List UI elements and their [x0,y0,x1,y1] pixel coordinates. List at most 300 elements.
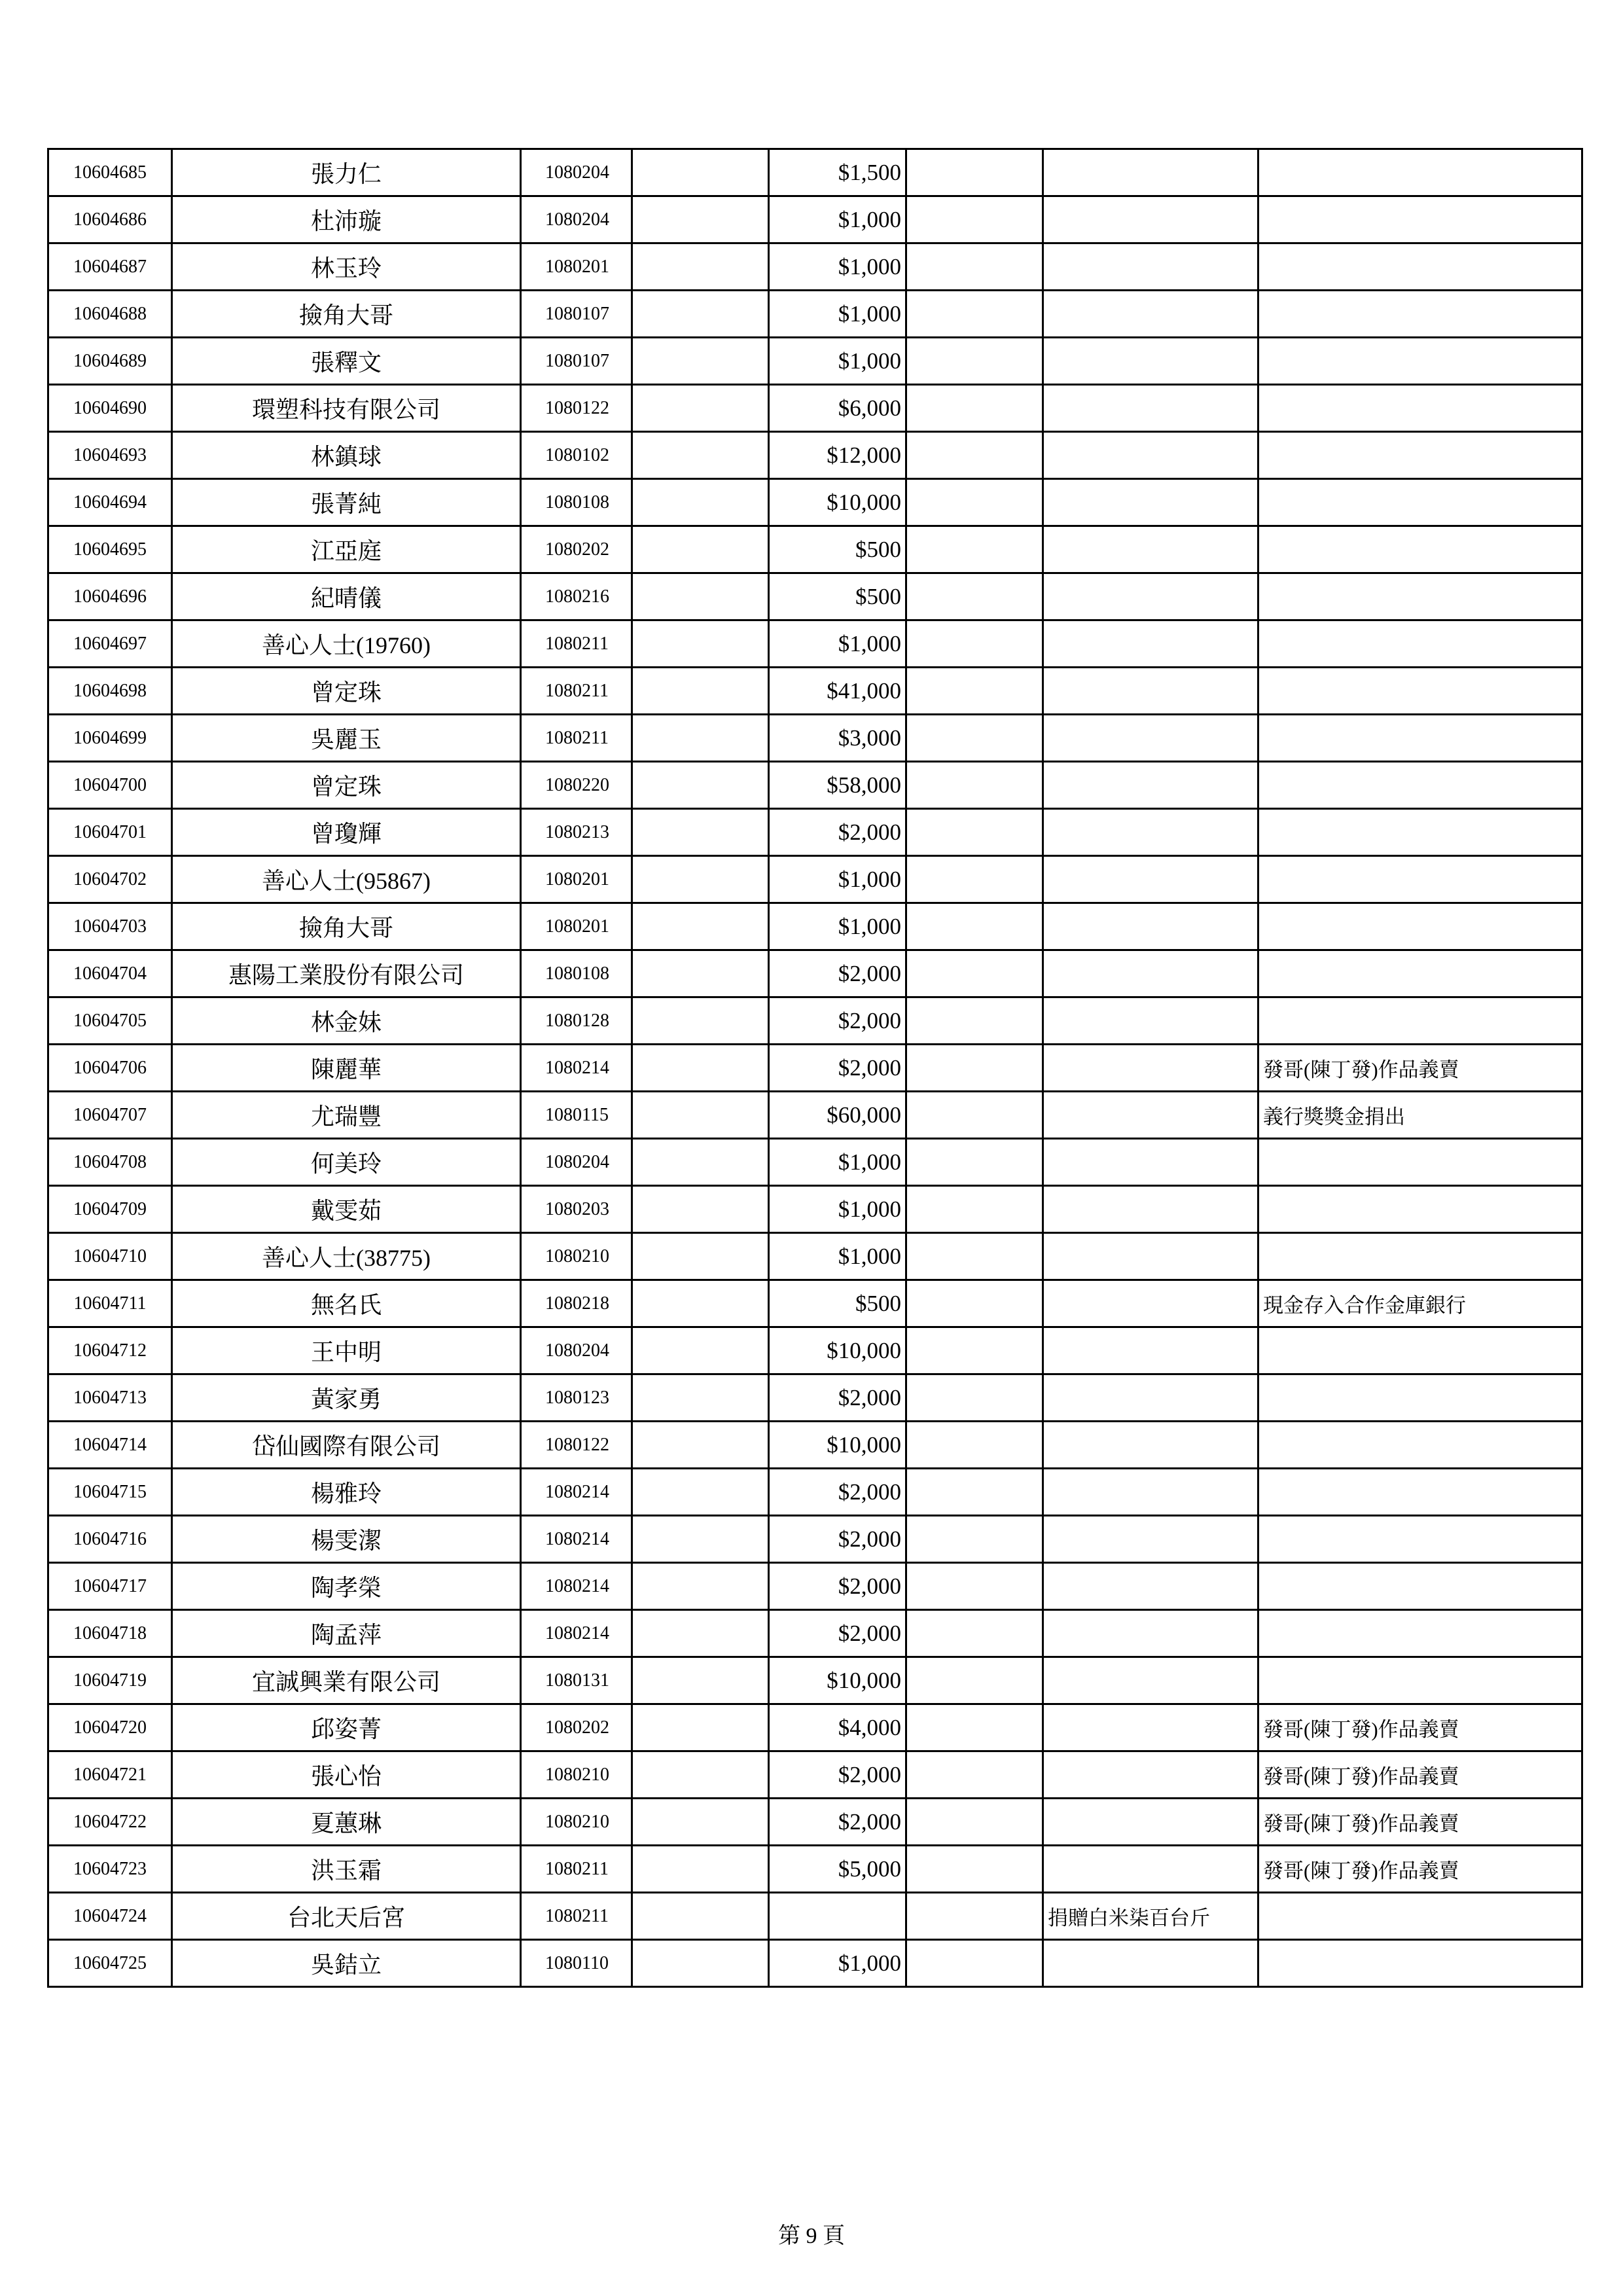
amount-cell: $1,000 [769,243,906,291]
donor-name-cell: 惠陽工業股份有限公司 [172,950,521,997]
note-cell: 現金存入合作金庫銀行 [1258,1280,1582,1327]
receipt-number-cell: 10604718 [48,1610,172,1657]
empty-cell [906,149,1043,196]
receipt-number-cell: 10604725 [48,1940,172,1987]
amount-cell: $5,000 [769,1846,906,1893]
empty-cell [906,1186,1043,1233]
empty-cell [632,1280,769,1327]
note-cell: 義行獎獎金捐出 [1258,1092,1582,1139]
empty-cell [632,1422,769,1469]
donation-date-cell: 1080214 [521,1516,632,1563]
table-row [48,1751,1582,1799]
goods-cell [1043,809,1258,856]
donor-name-cell: 撿角大哥 [172,903,521,950]
receipt-number-cell: 10604695 [48,526,172,573]
donation-date-cell: 1080204 [521,149,632,196]
donation-date-cell: 1080107 [521,291,632,338]
empty-cell [906,1092,1043,1139]
donor-name-cell: 宜誠興業有限公司 [172,1657,521,1704]
amount-cell: $2,000 [769,809,906,856]
donor-name-cell: 張心怡 [172,1751,521,1799]
donor-name-cell: 陶孟萍 [172,1610,521,1657]
goods-cell [1043,668,1258,715]
empty-cell [906,243,1043,291]
goods-cell [1043,903,1258,950]
empty-cell [906,573,1043,620]
donor-name-cell: 吳麗玉 [172,715,521,762]
donor-name-cell: 夏蕙琳 [172,1799,521,1846]
empty-cell [632,1374,769,1422]
amount-cell: $2,000 [769,950,906,997]
donation-date-cell: 1080210 [521,1751,632,1799]
empty-cell [906,762,1043,809]
receipt-number-cell: 10604721 [48,1751,172,1799]
donor-name-cell: 黃家勇 [172,1374,521,1422]
note-cell [1258,338,1582,385]
empty-cell [906,385,1043,432]
table-row [48,997,1582,1045]
amount-cell [769,1893,906,1940]
receipt-number-cell: 10604687 [48,243,172,291]
table-row [48,1280,1582,1327]
table-row [48,1799,1582,1846]
receipt-number-cell: 10604709 [48,1186,172,1233]
goods-cell [1043,950,1258,997]
goods-cell [1043,432,1258,479]
receipt-number-cell: 10604702 [48,856,172,903]
note-cell [1258,1516,1582,1563]
amount-cell: $2,000 [769,997,906,1045]
goods-cell [1043,385,1258,432]
table-row [48,479,1582,526]
goods-cell [1043,573,1258,620]
table-row [48,291,1582,338]
note-cell [1258,1469,1582,1516]
table-row [48,243,1582,291]
receipt-number-cell: 10604712 [48,1327,172,1374]
goods-cell [1043,762,1258,809]
goods-cell [1043,291,1258,338]
amount-cell: $10,000 [769,1422,906,1469]
donation-date-cell: 1080211 [521,668,632,715]
donation-date-cell: 1080214 [521,1563,632,1610]
goods-cell: 捐贈白米柒百台斤 [1043,1893,1258,1940]
donation-date-cell: 1080122 [521,385,632,432]
receipt-number-cell: 10604698 [48,668,172,715]
goods-cell [1043,1045,1258,1092]
note-cell [1258,385,1582,432]
donation-date-cell: 1080108 [521,950,632,997]
empty-cell [906,1516,1043,1563]
table-row [48,1045,1582,1092]
donation-date-cell: 1080220 [521,762,632,809]
donor-name-cell: 林玉玲 [172,243,521,291]
table-row [48,149,1582,196]
note-cell [1258,479,1582,526]
table-row [48,809,1582,856]
goods-cell [1043,1469,1258,1516]
donor-name-cell: 張釋文 [172,338,521,385]
note-cell [1258,526,1582,573]
table-row [48,1233,1582,1280]
goods-cell [1043,1092,1258,1139]
note-cell: 發哥(陳丁發)作品義賣 [1258,1751,1582,1799]
donor-name-cell: 林鎮球 [172,432,521,479]
receipt-number-cell: 10604697 [48,620,172,668]
empty-cell [632,997,769,1045]
empty-cell [906,291,1043,338]
empty-cell [906,856,1043,903]
donor-name-cell: 楊雅玲 [172,1469,521,1516]
empty-cell [632,668,769,715]
receipt-number-cell: 10604708 [48,1139,172,1186]
empty-cell [906,1563,1043,1610]
donor-name-cell: 紀晴儀 [172,573,521,620]
empty-cell [906,1045,1043,1092]
note-cell [1258,715,1582,762]
empty-cell [632,291,769,338]
receipt-number-cell: 10604714 [48,1422,172,1469]
amount-cell: $1,000 [769,1233,906,1280]
table-row [48,1657,1582,1704]
empty-cell [632,1893,769,1940]
table-row [48,1186,1582,1233]
amount-cell: $500 [769,1280,906,1327]
goods-cell [1043,479,1258,526]
donation-date-cell: 1080201 [521,243,632,291]
receipt-number-cell: 10604699 [48,715,172,762]
note-cell [1258,1940,1582,1987]
donation-date-cell: 1080218 [521,1280,632,1327]
note-cell [1258,1186,1582,1233]
empty-cell [632,149,769,196]
receipt-number-cell: 10604717 [48,1563,172,1610]
goods-cell [1043,1610,1258,1657]
note-cell [1258,149,1582,196]
table-row [48,1422,1582,1469]
note-cell [1258,1657,1582,1704]
donor-name-cell: 善心人士(38775) [172,1233,521,1280]
table-row [48,1374,1582,1422]
empty-cell [906,903,1043,950]
table-row [48,762,1582,809]
table-row [48,338,1582,385]
receipt-number-cell: 10604704 [48,950,172,997]
empty-cell [906,1233,1043,1280]
note-cell [1258,291,1582,338]
empty-cell [906,1751,1043,1799]
donor-name-cell: 戴雯茹 [172,1186,521,1233]
empty-cell [632,1657,769,1704]
donor-name-cell: 曾定珠 [172,668,521,715]
empty-cell [906,1610,1043,1657]
donation-date-cell: 1080210 [521,1799,632,1846]
table-row [48,1139,1582,1186]
note-cell [1258,1327,1582,1374]
donor-name-cell: 王中明 [172,1327,521,1374]
amount-cell: $4,000 [769,1704,906,1751]
donor-name-cell: 曾瓊輝 [172,809,521,856]
goods-cell [1043,149,1258,196]
note-cell: 發哥(陳丁發)作品義賣 [1258,1045,1582,1092]
donation-date-cell: 1080214 [521,1469,632,1516]
empty-cell [632,809,769,856]
donation-date-cell: 1080214 [521,1610,632,1657]
amount-cell: $1,000 [769,856,906,903]
empty-cell [906,809,1043,856]
note-cell: 發哥(陳丁發)作品義賣 [1258,1704,1582,1751]
empty-cell [632,1092,769,1139]
donation-date-cell: 1080211 [521,715,632,762]
empty-cell [906,1846,1043,1893]
donor-name-cell: 善心人士(95867) [172,856,521,903]
note-cell [1258,573,1582,620]
empty-cell [632,479,769,526]
donor-name-cell: 台北天后宮 [172,1893,521,1940]
donation-date-cell: 1080204 [521,196,632,243]
goods-cell [1043,526,1258,573]
empty-cell [632,715,769,762]
empty-cell [632,1846,769,1893]
receipt-number-cell: 10604707 [48,1092,172,1139]
receipt-number-cell: 10604688 [48,291,172,338]
receipt-number-cell: 10604689 [48,338,172,385]
amount-cell: $500 [769,526,906,573]
empty-cell [632,1233,769,1280]
empty-cell [632,573,769,620]
donor-name-cell: 善心人士(19760) [172,620,521,668]
donation-date-cell: 1080110 [521,1940,632,1987]
receipt-number-cell: 10604724 [48,1893,172,1940]
table-row [48,1563,1582,1610]
goods-cell [1043,1374,1258,1422]
donor-name-cell: 楊雯潔 [172,1516,521,1563]
empty-cell [906,1893,1043,1940]
goods-cell [1043,1280,1258,1327]
empty-cell [906,1139,1043,1186]
goods-cell [1043,243,1258,291]
empty-cell [906,715,1043,762]
empty-cell [906,1374,1043,1422]
receipt-number-cell: 10604700 [48,762,172,809]
donation-date-cell: 1080211 [521,1846,632,1893]
empty-cell [906,1940,1043,1987]
amount-cell: $3,000 [769,715,906,762]
note-cell [1258,432,1582,479]
amount-cell: $1,000 [769,338,906,385]
donation-date-cell: 1080108 [521,479,632,526]
empty-cell [632,1940,769,1987]
donor-name-cell: 環塑科技有限公司 [172,385,521,432]
donation-date-cell: 1080202 [521,1704,632,1751]
goods-cell [1043,997,1258,1045]
amount-cell: $1,000 [769,903,906,950]
empty-cell [906,1657,1043,1704]
table-row [48,1846,1582,1893]
empty-cell [632,1751,769,1799]
note-cell: 發哥(陳丁發)作品義賣 [1258,1799,1582,1846]
receipt-number-cell: 10604719 [48,1657,172,1704]
empty-cell [632,1186,769,1233]
note-cell [1258,1610,1582,1657]
amount-cell: $500 [769,573,906,620]
empty-cell [632,1516,769,1563]
empty-cell [906,668,1043,715]
donor-name-cell: 邱姿菁 [172,1704,521,1751]
goods-cell [1043,856,1258,903]
empty-cell [632,1469,769,1516]
goods-cell [1043,1563,1258,1610]
receipt-number-cell: 10604716 [48,1516,172,1563]
receipt-number-cell: 10604694 [48,479,172,526]
receipt-number-cell: 10604696 [48,573,172,620]
amount-cell: $2,000 [769,1469,906,1516]
note-cell [1258,1139,1582,1186]
amount-cell: $2,000 [769,1516,906,1563]
empty-cell [632,1139,769,1186]
empty-cell [632,1045,769,1092]
empty-cell [632,432,769,479]
empty-cell [632,856,769,903]
empty-cell [906,526,1043,573]
empty-cell [632,762,769,809]
receipt-number-cell: 10604713 [48,1374,172,1422]
donation-date-cell: 1080122 [521,1422,632,1469]
empty-cell [632,903,769,950]
page-number: 第 9 頁 [778,2224,845,2248]
donor-name-cell: 何美玲 [172,1139,521,1186]
goods-cell [1043,1799,1258,1846]
donation-date-cell: 1080202 [521,526,632,573]
amount-cell: $2,000 [769,1799,906,1846]
donation-date-cell: 1080201 [521,856,632,903]
donation-table [47,148,1583,1988]
table-row [48,196,1582,243]
goods-cell [1043,715,1258,762]
table-row [48,1940,1582,1987]
goods-cell [1043,196,1258,243]
note-cell [1258,620,1582,668]
note-cell [1258,1563,1582,1610]
donor-name-cell: 撿角大哥 [172,291,521,338]
table-row [48,1469,1582,1516]
donation-date-cell: 1080128 [521,997,632,1045]
empty-cell [632,950,769,997]
goods-cell [1043,620,1258,668]
donation-table-body [48,149,1582,1987]
empty-cell [906,338,1043,385]
empty-cell [906,432,1043,479]
empty-cell [906,1280,1043,1327]
amount-cell: $41,000 [769,668,906,715]
donor-name-cell: 江亞庭 [172,526,521,573]
donor-name-cell: 陶孝榮 [172,1563,521,1610]
donor-name-cell: 吳銡立 [172,1940,521,1987]
amount-cell: $12,000 [769,432,906,479]
table-row [48,573,1582,620]
amount-cell: $10,000 [769,1327,906,1374]
donor-name-cell: 張菁純 [172,479,521,526]
table-row [48,432,1582,479]
donor-name-cell: 無名氏 [172,1280,521,1327]
receipt-number-cell: 10604720 [48,1704,172,1751]
goods-cell [1043,1139,1258,1186]
note-cell [1258,762,1582,809]
amount-cell: $1,000 [769,291,906,338]
amount-cell: $1,000 [769,1139,906,1186]
amount-cell: $60,000 [769,1092,906,1139]
empty-cell [632,243,769,291]
donor-name-cell: 杜沛璇 [172,196,521,243]
empty-cell [906,1327,1043,1374]
donor-name-cell: 張力仁 [172,149,521,196]
note-cell [1258,1233,1582,1280]
donation-date-cell: 1080204 [521,1327,632,1374]
donation-date-cell: 1080216 [521,573,632,620]
note-cell [1258,1374,1582,1422]
donor-name-cell: 岱仙國際有限公司 [172,1422,521,1469]
empty-cell [906,620,1043,668]
goods-cell [1043,1751,1258,1799]
receipt-number-cell: 10604686 [48,196,172,243]
goods-cell [1043,1422,1258,1469]
amount-cell: $2,000 [769,1563,906,1610]
goods-cell [1043,1516,1258,1563]
empty-cell [632,196,769,243]
note-cell: 發哥(陳丁發)作品義賣 [1258,1846,1582,1893]
empty-cell [632,1563,769,1610]
receipt-number-cell: 10604705 [48,997,172,1045]
goods-cell [1043,1233,1258,1280]
amount-cell: $10,000 [769,479,906,526]
goods-cell [1043,338,1258,385]
amount-cell: $1,000 [769,1186,906,1233]
empty-cell [906,997,1043,1045]
amount-cell: $2,000 [769,1374,906,1422]
table-row [48,1893,1582,1940]
table-row [48,1704,1582,1751]
note-cell [1258,856,1582,903]
empty-cell [632,526,769,573]
donation-date-cell: 1080211 [521,1893,632,1940]
receipt-number-cell: 10604722 [48,1799,172,1846]
receipt-number-cell: 10604723 [48,1846,172,1893]
empty-cell [906,1704,1043,1751]
amount-cell: $1,000 [769,196,906,243]
donation-date-cell: 1080214 [521,1045,632,1092]
table-row [48,620,1582,668]
goods-cell [1043,1657,1258,1704]
table-row [48,1516,1582,1563]
receipt-number-cell: 10604701 [48,809,172,856]
donor-name-cell: 洪玉霜 [172,1846,521,1893]
empty-cell [906,1469,1043,1516]
donor-name-cell: 尤瑞豐 [172,1092,521,1139]
amount-cell: $2,000 [769,1610,906,1657]
donation-date-cell: 1080204 [521,1139,632,1186]
receipt-number-cell: 10604690 [48,385,172,432]
goods-cell [1043,1704,1258,1751]
amount-cell: $2,000 [769,1751,906,1799]
receipt-number-cell: 10604693 [48,432,172,479]
table-row [48,856,1582,903]
donation-date-cell: 1080211 [521,620,632,668]
note-cell [1258,809,1582,856]
empty-cell [906,950,1043,997]
note-cell [1258,1422,1582,1469]
note-cell [1258,903,1582,950]
empty-cell [906,196,1043,243]
